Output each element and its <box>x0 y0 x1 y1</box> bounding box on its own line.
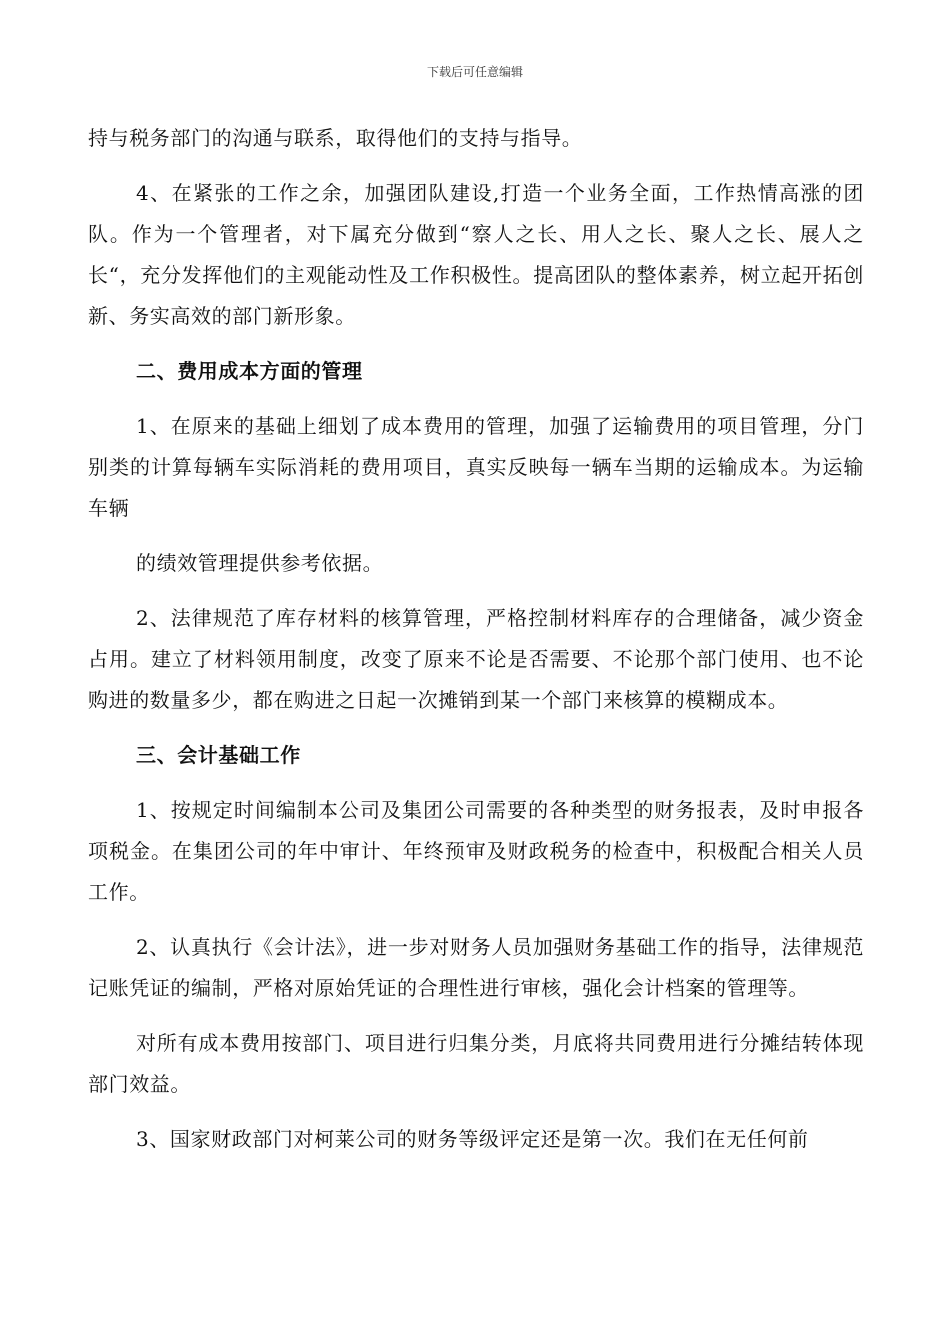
paragraph-reports: 1、按规定时间编制本公司及集团公司需要的各种类型的财务报表，及时申报各项税金。在集团公司的年中审计、年终预审及财政税务的检查中，积极配合相关人员工作。 <box>88 798 864 904</box>
paragraph-cost-detail: 1、在原来的基础上细划了成本费用的管理，加强了运输费用的项目管理，分门别类的计算每辆车实际消耗的费用项目，真实反映每一辆车当期的运输成本。为运输车辆 <box>88 414 864 520</box>
section-heading-accounting-basics: 三、会计基础工作 <box>136 743 301 767</box>
paragraph-cost-allocation: 对所有成本费用按部门、项目进行归集分类，月底将共同费用进行分摊结转体现部门效益。 <box>88 1031 864 1096</box>
paragraph-inventory: 2、法律规范了库存材料的核算管理，严格控制材料库存的合理储备，减少资金占用。建立了材料领用制度，改变了原来不论是否需要、不论那个部门使用、也不论购进的数量多少，都在购进之日起一次摊销到某一个部门来核算的模糊成本。 <box>88 606 864 712</box>
paragraph-performance-basis: 的绩效管理提供参考依据。 <box>136 551 384 575</box>
paragraph-continuation: 持与税务部门的沟通与联系，取得他们的支持与指导。 <box>88 126 583 150</box>
paragraph-accounting-law: 2、认真执行《会计法》，进一步对财务人员加强财务基础工作的指导，法律规范记账凭证的编制，严格对原始凭证的合理性进行审核，强化会计档案的管理等。 <box>88 935 864 1000</box>
paragraph-team-building: 4、在紧张的工作之余，加强团队建设,打造一个业务全面，工作热情高涨的团队。作为一个管理者，对下属充分做到“察人之长、用人之长、聚人之长、展人之长“，充分发挥他们的主观能动性及工作积极性。提高团队的整体素养，树立起开拓创新、务实高效的部门新形象。 <box>88 181 864 328</box>
page-header: 下载后可任意编辑 <box>426 65 523 79</box>
document-body <box>88 118 864 1160</box>
paragraph-rating: 3、国家财政部门对柯莱公司的财务等级评定还是第一次。我们在无任何前 <box>136 1127 809 1151</box>
section-heading-cost-management: 二、费用成本方面的管理 <box>136 359 363 383</box>
